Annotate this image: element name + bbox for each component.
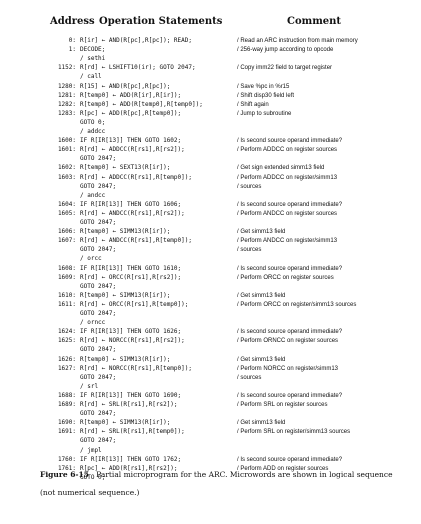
line-statement: R[rd] ← SRL(R[rs1],R[rs2]); — [80, 401, 178, 408]
line-comment: / Is second source operand immediate? — [237, 456, 343, 463]
line-address: 1281: — [57, 91, 76, 99]
line-comment: / Get sign extended simm13 field — [237, 165, 325, 172]
line-comment: / sources — [237, 183, 262, 190]
line-statement: IF R[IR[13]] THEN GOTO 1606; — [80, 200, 182, 208]
line-statement: / jmpl — [80, 446, 102, 454]
column-header-comment: Comment — [287, 16, 342, 27]
line-comment: / Is second source operand immediate? — [237, 265, 343, 272]
column-header-address: Address — [50, 16, 95, 27]
line-comment: / Get simm13 field — [237, 229, 286, 236]
line-statement: GOTO 2047; — [80, 219, 117, 226]
line-address: 1689: — [57, 401, 76, 408]
line-statement: R[temp0] ← ADD(R[temp0],R[temp0]); — [80, 100, 203, 108]
line-comment: / Get simm13 field — [237, 420, 286, 427]
line-comment: / Jump to subroutine — [237, 110, 292, 117]
line-statement: R[rd] ← SRL(R[rs1],R[temp0]); — [80, 428, 185, 436]
line-statement: R[rd] ← LSHIFT10(ir); GOTO 2047; — [80, 64, 196, 72]
line-address: 1761: — [57, 464, 76, 472]
line-statement: GOTO 2047; — [80, 282, 117, 290]
line-statement: R[15] ← AND(R[pc],R[pc]); — [80, 82, 171, 90]
line-statement: GOTO 0; — [80, 118, 106, 126]
line-statement: R[ir] ← AND(R[pc],R[pc]); READ; — [80, 37, 192, 44]
line-address: 1626: — [57, 355, 76, 363]
line-address: 1609: — [57, 273, 76, 281]
line-address: 1602: — [57, 164, 76, 172]
line-comment: / Perform ADDCC on register/simm13 — [237, 174, 338, 181]
line-statement: / andcc — [80, 191, 106, 199]
line-comment: / Read an ARC instruction from main memory — [237, 38, 358, 44]
line-statement: GOTO 2047; — [80, 155, 117, 163]
line-comment: / Is second source operand immediate? — [237, 138, 343, 145]
line-statement: R[rd] ← ANDCC(R[rs1],R[temp0]); — [80, 237, 192, 245]
line-comment: / Perform ANDCC on register sources — [237, 210, 338, 217]
line-statement: / call — [80, 73, 102, 81]
line-address: 1691: — [57, 428, 76, 436]
line-address: 1610: — [57, 291, 76, 299]
line-address: 1601: — [57, 146, 76, 154]
line-comment: / Get simm13 field — [237, 292, 286, 299]
line-address: 1625: — [57, 337, 76, 345]
line-address: 1606: — [57, 228, 76, 236]
caption-text: Partial microprogram for the ARC. Microwords are shown in logical sequence (not numerical sequence.) — [40, 470, 393, 497]
line-statement: R[temp0] ← SIMM13(R[ir]); — [80, 419, 171, 427]
line-address: 1608: — [57, 264, 76, 272]
line-statement: GOTO 2047; — [80, 182, 117, 190]
line-comment: / Save %pc in %r15 — [237, 83, 290, 90]
line-address: 1600: — [57, 137, 76, 145]
line-statement: R[temp0] ← SEXT13(R[ir]); — [80, 164, 171, 172]
line-statement: / srl — [80, 382, 99, 390]
line-statement: R[temp0] ← SIMM13(R[ir]); — [80, 228, 171, 236]
line-statement: R[temp0] ← SIMM13(R[ir]); — [80, 291, 171, 299]
line-statement: / orcc — [80, 255, 102, 263]
line-comment: / Shift disp30 field left — [237, 92, 295, 99]
line-comment: / Perform ORCC on register/simm13 sources — [237, 301, 357, 308]
line-address: 1627: — [57, 364, 76, 372]
line-address: 1: — [68, 46, 76, 54]
line-statement: IF R[IR[13]] THEN GOTO 1690; — [80, 391, 182, 399]
line-statement: R[rd] ← ADDCC(R[rs1],R[rs2]); — [80, 146, 185, 154]
line-statement: GOTO 2047; — [80, 310, 117, 317]
line-comment: / Is second source operand immediate? — [237, 201, 343, 208]
line-address: 1605: — [57, 209, 76, 217]
line-address: 1152: — [57, 64, 76, 72]
line-statement: GOTO 2047; — [80, 437, 117, 445]
figure-caption — [40, 466, 400, 502]
line-address: 0: — [68, 37, 76, 44]
line-statement: R[rd] ← ORCC(R[rs1],R[rs2]); — [80, 273, 182, 281]
line-statement: R[temp0] ← SIMM13(R[ir]); — [80, 355, 171, 363]
line-address: 1283: — [57, 109, 76, 117]
line-comment: / Copy imm22 field to target register — [237, 65, 333, 72]
line-address: 1280: — [57, 82, 76, 90]
line-address: 1690: — [57, 419, 76, 427]
line-address: 1603: — [57, 173, 76, 181]
line-comment: / sources — [237, 374, 262, 381]
line-statement: / sethi — [80, 55, 106, 63]
line-address: 1611: — [57, 300, 76, 308]
line-comment: / Is second source operand immediate? — [237, 392, 343, 399]
line-comment: / Perform ORNCC on register sources — [237, 338, 339, 345]
line-comment: / Perform ADD on register sources — [237, 465, 329, 472]
line-address: 1688: — [57, 391, 76, 399]
line-statement: R[rd] ← NORCC(R[rs1],R[rs2]); — [80, 337, 185, 345]
line-statement: IF R[IR[13]] THEN GOTO 1762; — [80, 455, 182, 463]
line-statement: R[pc] ← ADD(R[pc],R[temp0]); — [80, 109, 182, 117]
line-comment: / 256-way jump according to opcode — [237, 47, 334, 54]
line-statement: IF R[IR[13]] THEN GOTO 1602; — [80, 137, 182, 145]
caption-label: Figure 6-15 — [40, 470, 89, 479]
column-header-operation: Operation Statements — [99, 16, 223, 27]
line-statement: R[rd] ← ORCC(R[rs1],R[temp0]); — [80, 300, 189, 308]
line-statement: GOTO 2047; — [80, 346, 117, 354]
line-address: 1604: — [57, 200, 76, 208]
line-comment: / Perform ADDCC on register sources — [237, 147, 338, 154]
line-comment: / Perform NORCC on register/simm13 — [237, 365, 339, 372]
line-address: 1607: — [57, 237, 76, 245]
line-address: 1624: — [57, 328, 76, 336]
line-comment: / Is second source operand immediate? — [237, 329, 343, 336]
line-statement: GOTO 0; — [80, 473, 106, 481]
line-comment: / Shift again — [237, 101, 269, 108]
line-statement: R[temp0] ← ADD(R[ir],R[ir]); — [80, 91, 182, 99]
line-statement: GOTO 2047; — [80, 410, 117, 418]
line-comment: / Get simm13 field — [237, 356, 286, 363]
line-comment: / sources — [237, 247, 262, 254]
line-statement: GOTO 2047; — [80, 373, 117, 381]
line-statement: IF R[IR[13]] THEN GOTO 1626; — [80, 328, 182, 336]
line-comment: / Perform SRL on register/simm13 sources — [237, 429, 351, 436]
line-address: 1760: — [57, 455, 76, 463]
line-comment: / Perform SRL on register sources — [237, 402, 328, 408]
line-comment: / Perform ORCC on register sources — [237, 274, 334, 281]
line-statement: DECODE; — [80, 46, 106, 54]
line-statement: R[rd] ← NORCC(R[rs1],R[temp0]); — [80, 364, 192, 372]
line-statement: R[pc] ← ADD(R[rs1],R[rs2]); — [80, 464, 178, 472]
line-address: 1282: — [57, 100, 76, 108]
line-comment: / Perform ANDCC on register/simm13 — [237, 238, 338, 245]
line-statement: GOTO 2047; — [80, 246, 117, 254]
line-statement: R[rd] ← ANDCC(R[rs1],R[rs2]); — [80, 209, 185, 217]
line-statement: IF R[IR[13]] THEN GOTO 1610; — [80, 264, 182, 272]
line-statement: R[rd] ← ADDCC(R[rs1],R[temp0]); — [80, 173, 192, 181]
line-statement: / orncc — [80, 319, 106, 327]
line-statement: / addcc — [80, 128, 106, 135]
